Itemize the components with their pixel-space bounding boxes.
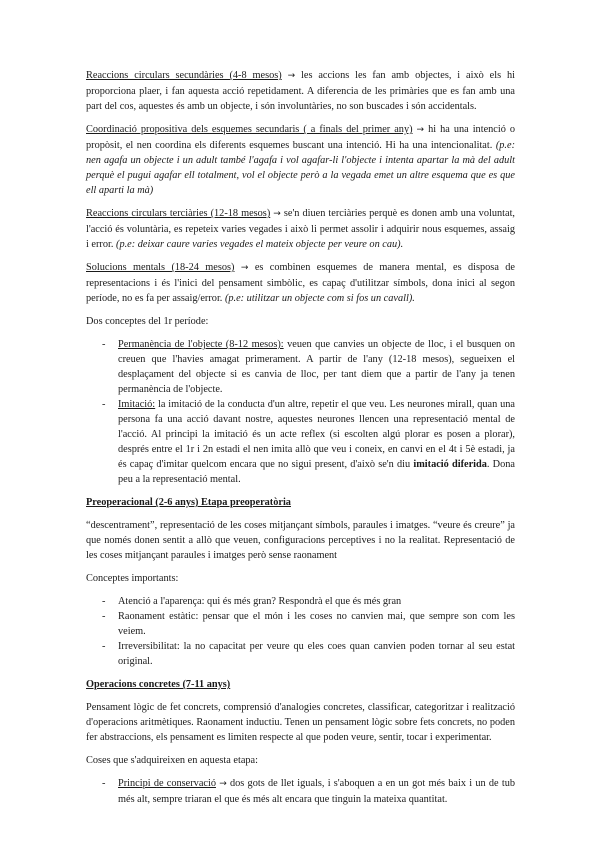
paragraph-text: hi ha una intenció o propòsit, el nen coordina els diferents esquemes buscant una intenció. Hi ha una intencionalitat.: [86, 124, 516, 151]
list-item-heading: Permanència de l'objecte (8-12 mesos):: [118, 339, 284, 350]
paragraph-concrete-operations: Pensament lògic de fet concrets, comprensió d'analogies concretes, classificar, categoritzar i realització d'operacions aritmètiques. Raonament inductiu. Tenen un pensament lògic sobre fets concrets, no poden fer abstraccions, els pensament es limiten respecte al que poden veure, sentir, tocar i experimentar.: [86, 702, 515, 743]
list-item: [86, 397, 515, 487]
section-heading: Reaccions circulars terciàries (12-18 mesos): [86, 208, 271, 219]
list-dash: -: [102, 339, 106, 350]
list-dash: -: [102, 611, 106, 622]
arrow-icon: →: [287, 71, 296, 81]
list-item: [86, 776, 515, 807]
section-heading: Solucions mentals (18-24 mesos): [86, 262, 235, 273]
paragraph-intentional-coordination: [86, 122, 515, 198]
list-item-text: Atenció a l'aparença: qui és més gran? Respondrà el que és més gran: [118, 596, 402, 607]
bold-term: imitació diferida: [413, 459, 487, 470]
section-heading: Coordinació propositiva dels esquemes secundaris ( a finals del primer any): [86, 124, 413, 135]
list-item: [86, 594, 515, 609]
list-dash: -: [102, 596, 106, 607]
list-item-text: dos gots de llet iguals, i s'aboquen a en un got més baix i un de tub més alt, sempre triaran el que és més alt encara que tinguin la mateixa quantitat.: [118, 778, 515, 805]
paragraph-text: se'n diuen terciàries perquè es donen amb una voluntat, l'acció és voluntària, es repeteix varies vegades i això li permet assolir i adquirir nous esquemes, assaig i error.: [86, 208, 515, 250]
list-item-tail: . Dona peu a la representació mental.: [118, 459, 515, 485]
paragraph-acquired-things: Coses que s'adquireixen en aquesta etapa:: [86, 755, 258, 766]
heading-concrete-operations: Operacions concretes (7-11 anys): [86, 679, 231, 690]
list-item-heading: Principi de conservació: [118, 778, 216, 789]
paragraph-mental-solutions: [86, 260, 515, 306]
concepts-list-concrete: [86, 776, 515, 807]
list-item-text: veuen que canvies un objecte de lloc, i el busquen on creuen que l'havies amagat primerament. A partir de l'any (12-18 mesos), segueixen el desplaçament del objecte si es canvia de lloc, per tant diem que a partir de l'any ja tenen permanència de l'objecte.: [118, 339, 515, 395]
concepts-list-first-period: [86, 337, 515, 487]
arrow-icon: →: [240, 263, 249, 273]
section-heading: Reaccions circulars secundàries (4-8 mesos): [86, 70, 282, 81]
heading-preoperational: Preoperacional (2-6 anys) Etapa preoperatòria: [86, 497, 291, 508]
example-text: (p.e: utilitzar un objecte com si fos un cavall).: [224, 293, 415, 304]
paragraph-two-concepts: Dos conceptes del 1r període:: [86, 316, 209, 327]
list-item: [86, 337, 515, 397]
list-dash: -: [102, 778, 106, 789]
paragraph-tertiary-circular-reactions: [86, 206, 515, 252]
paragraph-text: es combinen esquemes de manera mental, es disposa de representacions i és l'inici del pensament simbòlic, es capaç d'utilitzar símbols, dona inici al segon període, no es fa per assaig/error.: [86, 262, 515, 304]
example-text: (p.e: nen agafa un objecte i un adult també l'agafa i vol agafar-li l'objecte i intenta apartar la mà del adult perquè el pugui agafar ell totalment, vol el objecte però a la vegada emet un altre esquema que es que ell aparti la mà): [86, 140, 515, 196]
paragraph-preoperational: “descentrament”, representació de les coses mitjançant símbols, paraules i imatges. “veure és creure” ja que només donen sentit a allò que veuen, configuracions perceptives i no la realitat. Representació de les coses mitjançant paraules i imatges però sense raonament: [86, 520, 515, 561]
list-dash: -: [102, 641, 106, 652]
paragraph-text: les accions les fan amb objectes, i això els hi proporciona plaer, i fan aquesta acció repetidament. A diferencia de les primàries que es fan amb una part del cos, aquestes és amb un objecte, i són involuntàries, no son buscades i són accidentals.: [86, 70, 515, 112]
arrow-icon: →: [416, 125, 425, 135]
paragraph-important-concepts: Conceptes importants:: [86, 573, 179, 584]
list-item-text: Raonament estàtic: pensar que el món i les coses no canvien mai, que sempre son com les veiem.: [118, 611, 515, 637]
list-item-text: la imitació de la conducta d'un altre, repetir el que veu. Les neurones mirall, quan una persona fa una acció davant nostre, aquestes neurones llencen una representació mental de l'acció. Al principi la imitació és un acte reflex (si escolten algú plorar es posen a plorar), després entre el 1r i 2n estadi el nen imita allò que veu i coneix, en canvi en el 4t i 5è estadi, ja és capaç d'imitar quelcom encara que no sigui present, d'això se'n diu: [118, 399, 515, 470]
list-dash: -: [102, 399, 106, 410]
arrow-icon: →: [273, 209, 281, 219]
paragraph-secondary-circular-reactions: [86, 68, 515, 114]
list-item: [86, 639, 515, 669]
list-item-text: Irreversibilitat: la no capacitat per veure qu eles coes quan canvien poden tornar al seu estat original.: [118, 641, 515, 667]
arrow-icon: →: [219, 779, 227, 789]
concepts-list-preoperational: [86, 594, 515, 669]
list-item-heading: Imitació:: [118, 399, 156, 410]
list-item: [86, 609, 515, 639]
example-text: (p.e: deixar caure varies vegades el mateix objecte per veure on cau).: [116, 239, 404, 250]
